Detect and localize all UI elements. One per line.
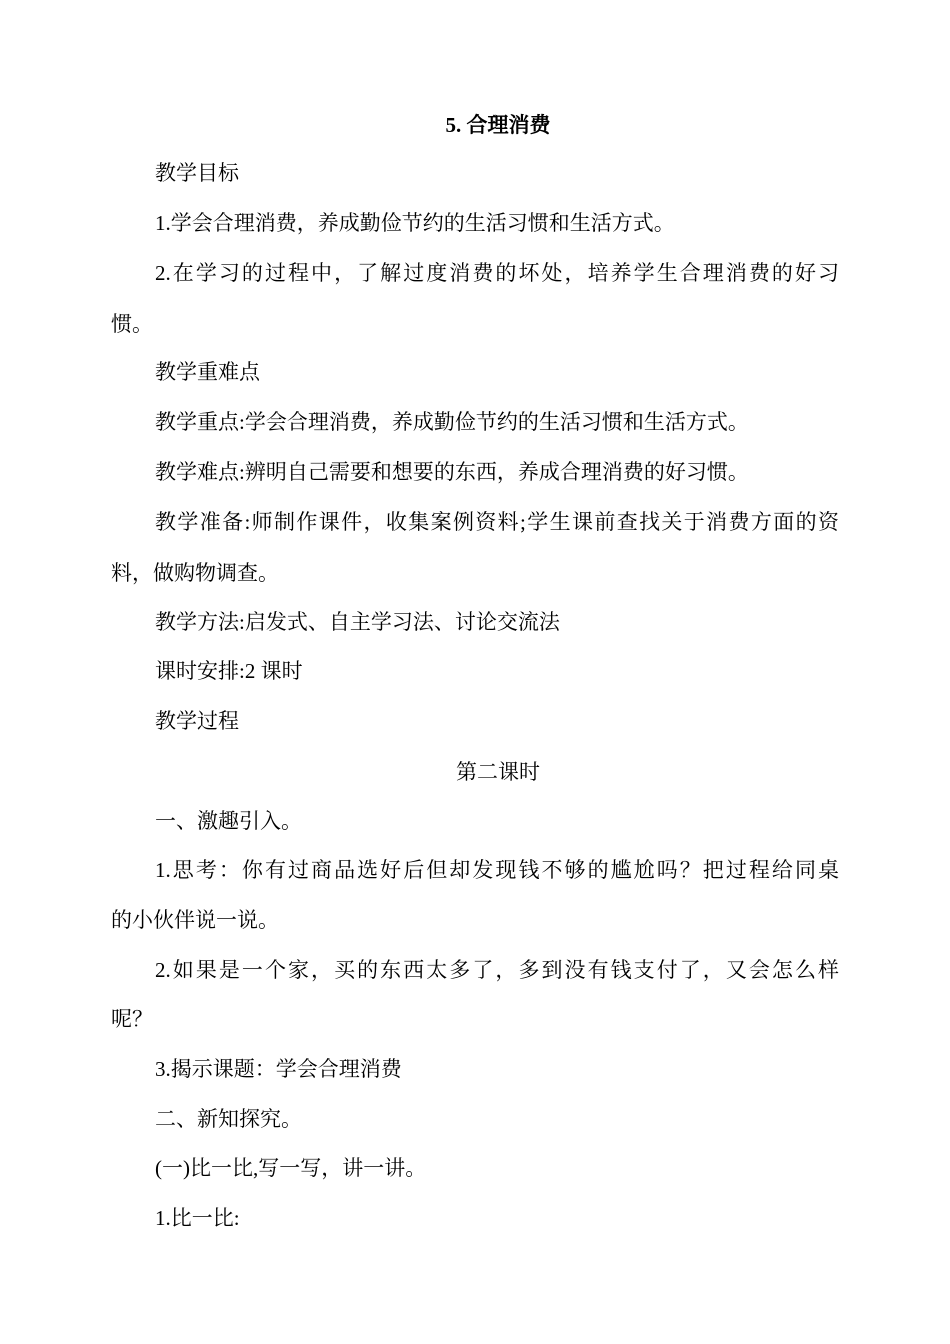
paragraph-line: 惯。: [111, 312, 153, 336]
paragraph-line: 教学难点:辨明自己需要和想要的东西，养成合理消费的好习惯。: [155, 460, 749, 484]
document-title: 5. 合理消费: [445, 113, 551, 137]
paragraph-line: (一)比一比,写一写，讲一讲。: [155, 1156, 427, 1180]
paragraph-line: 1.学会合理消费，养成勤俭节约的生活习惯和生活方式。: [155, 211, 675, 235]
paragraph-line: 2.如果是一个家，买的东西太多了，多到没有钱支付了，又会怎么样: [155, 958, 839, 982]
paragraph-line: 1.思考：你有过商品选好后但却发现钱不够的尴尬吗？把过程给同桌: [155, 858, 839, 882]
section-heading: 教学目标: [155, 161, 239, 185]
section-heading: 二、新知探究。: [155, 1107, 302, 1131]
paragraph-line: 料，做购物调查。: [111, 561, 279, 585]
paragraph-line: 3.揭示课题：学会合理消费: [155, 1057, 402, 1081]
paragraph-line: 教学准备:师制作课件，收集案例资料;学生课前查找关于消费方面的资: [155, 510, 839, 534]
paragraph-line: 教学方法:启发式、自主学习法、讨论交流法: [155, 610, 560, 634]
section-heading: 一、激趣引入。: [155, 809, 302, 833]
lesson-heading: 第二课时: [456, 760, 540, 784]
paragraph-line: 呢？: [111, 1007, 153, 1031]
paragraph-line: 的小伙伴说一说。: [111, 908, 279, 932]
paragraph-line: 教学重点:学会合理消费，养成勤俭节约的生活习惯和生活方式。: [155, 410, 749, 434]
section-heading: 教学重难点: [155, 360, 260, 384]
paragraph-line: 2.在学习的过程中，了解过度消费的坏处，培养学生合理消费的好习: [155, 261, 839, 285]
paragraph-line: 1.比一比:: [155, 1206, 240, 1230]
paragraph-line: 课时安排:2 课时: [155, 659, 303, 683]
section-heading: 教学过程: [155, 709, 239, 733]
